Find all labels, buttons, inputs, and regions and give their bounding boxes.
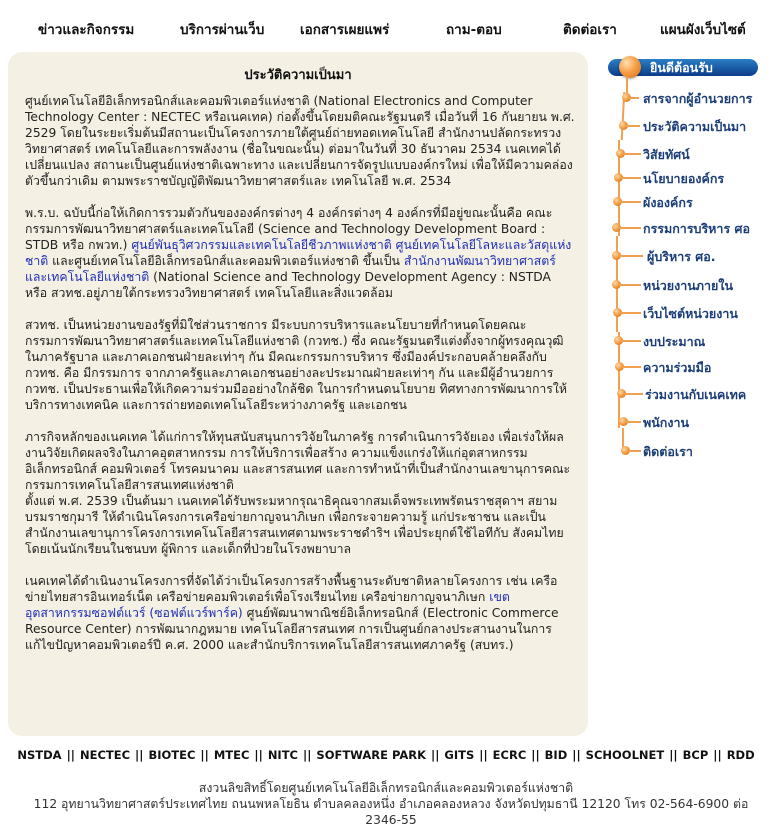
- sidebar-item-unit-websites[interactable]: เว็บไซต์หน่วยงาน: [643, 306, 738, 321]
- paragraph-projects-text-a: เนคเทคได้ดำเนินงานโครงการที่จัดได้ว่าเป็นโครงการสร้างพื้นฐานระดับชาติหลายโครงการ เช่น เครือข่ายไทยสารอินเทอร์เน็ต เครือข่ายคอมพิวเตอร์เพื่อโรงเรียนไทย เครือข่ายกาญจนาภิเษก: [25, 574, 558, 604]
- footer-link-bid[interactable]: BID: [544, 748, 568, 762]
- link-biotec-mtec[interactable]: ศูนย์พันธุวิศวกรรมและเทคโนโลยีชีวภาพแห่งชาติ ศูนย์เทคโนโลยีโลหะและวัสดุแห่งชาติ: [25, 238, 572, 268]
- sidebar-item-staff[interactable]: พนักงาน: [643, 415, 690, 430]
- sidebar-item-executive-board[interactable]: กรรมการบริหาร ศอ: [643, 221, 750, 236]
- bullet-tick: [619, 284, 641, 286]
- sidebar-menu: [605, 56, 772, 476]
- nav-news[interactable]: ข่าวและกิจกรรม: [38, 22, 135, 38]
- content-body: [8, 93, 588, 653]
- bullet-tick: [620, 201, 641, 203]
- footer-link-nstda[interactable]: NSTDA: [17, 748, 62, 762]
- footer-link-schoolnet[interactable]: SCHOOLNET: [585, 748, 665, 762]
- footer-link-nectec[interactable]: NECTEC: [79, 748, 131, 762]
- sidebar-item-executives[interactable]: ผู้บริหาร ศอ.: [647, 249, 716, 264]
- footer-separator: ||: [66, 748, 75, 762]
- footer-separator: ||: [479, 748, 488, 762]
- paragraph-royal: ตั้งแต่ พ.ศ. 2539 เป็นต้นมา เนคเทคได้รับพระมหากรุณาธิคุณจากสมเด็จพระเทพรัตนราชสุดาฯ สยามบรมราชกุมารี ให้ดำเนินโครงการเครือข่ายกาญจนาภิเษก เพื่อกระจายความรู้ แก่ประชาชน และเป็นสำนักงานเลขานุการโครงการเทคโนโลยีสารสนเทศตามพระราชดำริฯ เพื่อประยุกต์ใช้ไอทีกับ สังคมไทย โดยเน้นนักเรียนในชนบท ผู้พิการ และเด็กที่ป่วยในโรงพยาบาล: [25, 494, 564, 556]
- link-nstda[interactable]: สำนักงานพัฒนาวิทยาศาสตร์และเทคโนโลยีแห่งชาติ: [25, 254, 556, 284]
- footer-link-biotec[interactable]: BIOTEC: [148, 748, 196, 762]
- paragraph-act-text-a: พ.ร.บ. ฉบับนี้ก่อให้เกิดการรวมตัวกันขององค์กรต่างๆ 4 องค์กรต่างๆ 4 องค์กรที่มีอยู่ขณะนั้นคือ คณะกรรมการพัฒนาวิทยาศาสตร์และเทคโนโลยี (Science and Technology Development Board : STDB หรือ กพวท.): [25, 206, 553, 252]
- footer-separator: ||: [254, 748, 263, 762]
- sidebar-item-internal-units[interactable]: หน่วยงานภายใน: [643, 278, 734, 293]
- paragraph-history: ศูนย์เทคโนโลยีอิเล็กทรอนิกส์และคอมพิวเตอร์แห่งชาติ (National Electronics and Computer Technology Center : NECTEC หรือเนคเทค) ก่อตั้งขึ้นโดยมติคณะรัฐมนตรี เมื่อวันที่ 16 กันยายน พ.ศ. 2529 โดยในระยะเริ่มต้นมีสถานะเป็นโครงการภายใต้ศูนย์ถ่ายทอดเทคโนโลยี สำนักงานปลัดกระทรวงวิทยาศาสตร์ เทคโนโลยีและการพลังงาน (ชื่อในขณะนั้น) ต่อมาในวันที่ 30 ธันวาคม 2534 เนคเทคได้เปลี่ยนแปลง สถานะเป็นศูนย์แห่งชาติเฉพาะทาง และเปลี่ยนการจัดรูปแบบองค์กรใหม่ เพื่อให้มีความคล่องตัวขึ้นกว่าเดิม ตามพระราชบัญญัติพัฒนาวิทยาศาสตร์และ เทคโนโลยี พ.ศ. 2534: [25, 94, 575, 188]
- nav-publications[interactable]: เอกสารเผยแพร่: [300, 22, 390, 38]
- bullet-tick: [626, 421, 641, 423]
- footer-link-rdd[interactable]: RDD: [726, 748, 755, 762]
- address-text: 112 อุทยานวิทยาศาสตร์ประเทศไทย ถนนพหลโยธิน ตำบลคลองหนึ่ง อำเภอคลองหลวง จังหวัดปทุมธานี 12120 โทร 02-564-6900 ต่อ 2346-55: [33, 797, 749, 827]
- bullet-tick: [620, 312, 641, 314]
- paragraph-nstda: สวทช. เป็นหน่วยงานของรัฐที่มิใช่ส่วนราชการ มีระบบการบริหารและนโยบายที่กำหนดโดยคณะกรรมการพัฒนาวิทยาศาสตร์และเทคโนโลยีแห่งชาติ (กวทช.) ซึ่ง คณะรัฐมนตรีแต่งตั้งจากผู้ทรงคุณวุฒิในภาครัฐบาล และภาคเอกชนฝ่ายละเท่าๆ กัน มีคณะกรรมการบริหาร ซึ่งมีองค์ประกอบคล้ายคลึงกับ กวทช. คือ มีกรรมการ จากภาครัฐและภาคเอกชนอย่างละประมาณฝ่ายละเท่าๆ กัน และมีผู้อำนวยการ กวทช. เป็นประธานเพื่อให้เกิดความร่วมมืออย่างใกล้ชิด ในการกำหนดนโยบาย ทิศทางการพัฒนาการให้บริการทางเทคนิค และการถ่ายทอดเทคโนโลยีระหว่างภาครัฐ และเอกชน: [25, 318, 568, 412]
- sidebar-item-careers[interactable]: ร่วมงานกับเนคเทค: [645, 387, 747, 402]
- copyright-text: สงวนลิขสิทธิ์โดยศูนย์เทคโนโลยีอิเล็กทรอนิกส์และคอมพิวเตอร์แห่งชาติ: [198, 781, 574, 795]
- page-title: ประวัติความเป็นมา: [244, 68, 352, 83]
- bullet-tick: [619, 227, 641, 229]
- footer-separator: ||: [303, 748, 312, 762]
- menu-line-5: [618, 332, 620, 428]
- sidebar-item-history[interactable]: ประวัติความเป็นมา: [643, 119, 747, 134]
- footer-link-ecrc[interactable]: ECRC: [492, 748, 527, 762]
- paragraph-act-text-c: (National Science and Technology Development Agency : NSTDA หรือ สวทช.อยู่ภายใต้กระทรวงวิทยาศาสตร์ เทคโนโลยีและสิ่งแวดล้อม: [25, 270, 551, 300]
- link-software-park[interactable]: เขตอุตสาหกรรมซอฟต์แวร์ (ซอฟต์แวร์พาร์ค): [25, 590, 510, 620]
- bullet-tick: [619, 255, 643, 257]
- sidebar-item-director-message[interactable]: สารจากผู้อำนวยการ: [643, 91, 753, 106]
- bullet-tick: [621, 340, 641, 342]
- paragraph-act: [25, 205, 576, 301]
- sidebar-welcome: ยินดีต้อนรับ: [608, 59, 758, 76]
- paragraph-projects-text-b: ศูนย์พัฒนาพาณิชย์อิเล็กทรอนิกส์ (Electronic Commerce Resource Center) การพัฒนากฎหมาย เทคโนโลยีสารสนเทศ การเป็นศูนย์กลางประสานงานในการแก้ไขปัญหาคอมพิวเตอร์ปี ค.ศ. 2000 และสำนักบริการเทคโนโลยีสารสนเทศภาครัฐ (สบทร.): [25, 606, 559, 652]
- sidebar-item-org-chart[interactable]: ผังองค์กร: [643, 195, 693, 210]
- menu-line-1: [626, 78, 628, 94]
- footer-separator: ||: [531, 748, 540, 762]
- nav-faq[interactable]: ถาม-ตอบ: [446, 22, 502, 38]
- sidebar-item-policy[interactable]: นโยบายองค์กร: [643, 171, 725, 186]
- footer-link-nitc[interactable]: NITC: [267, 748, 298, 762]
- nav-contact[interactable]: ติดต่อเรา: [563, 22, 617, 38]
- sidebar-item-budget[interactable]: งบประมาณ: [643, 334, 706, 349]
- paragraph-projects: [25, 573, 576, 653]
- nav-web-services[interactable]: บริการผ่านเว็บ: [180, 22, 265, 38]
- footer-separator: ||: [572, 748, 581, 762]
- bullet-tick: [624, 393, 643, 395]
- footer-separator: ||: [135, 748, 144, 762]
- footer-separator: ||: [669, 748, 678, 762]
- sidebar-item-cooperation[interactable]: ความร่วมมือ: [643, 360, 712, 375]
- footer-links: [0, 748, 772, 762]
- footer-link-gits[interactable]: GITS: [444, 748, 475, 762]
- bullet-tick: [621, 177, 641, 179]
- footer-link-software-park[interactable]: SOFTWARE PARK: [316, 748, 426, 762]
- footer-separator: ||: [713, 748, 722, 762]
- paragraph-mission: ภารกิจหลักของเนคเทค ได้แก่การให้ทุนสนับสนุนการวิจัยในภาครัฐ การดำเนินการวิจัยเอง เพื่อเร่งให้ผลงานวิจัยเกิดผลจริงในภาคอุตสาหกรรม การให้บริการเพื่อสร้าง ความแข็งแกร่งให้แก่อุตสาหกรรมอิเล็กทรอนิกส์ คอมพิวเตอร์ โทรคมนาคม และสารสนเทศ และการทำหน้าที่เป็นสำนักงานเลขานุการคณะกรรมการเทคโนโลยีสารสนเทศแห่งชาติ: [25, 430, 571, 492]
- bullet-tick: [622, 366, 641, 368]
- sidebar-item-contact[interactable]: ติดต่อเรา: [643, 444, 693, 459]
- paragraph-act-text-b: และศูนย์เทคโนโลยีอิเล็กทรอนิกส์และคอมพิวเตอร์แห่งชาติ ขึ้นเป็น: [48, 254, 404, 268]
- top-navigation: [0, 12, 772, 48]
- bullet-tick: [629, 97, 639, 99]
- content-panel: [8, 52, 588, 736]
- footer-link-bcp[interactable]: BCP: [682, 748, 709, 762]
- nav-sitemap[interactable]: แผนผังเว็บไซต์: [660, 22, 746, 38]
- sidebar-item-vision[interactable]: วิสัยทัศน์: [643, 147, 690, 162]
- bullet-tick: [626, 125, 640, 127]
- orange-ball-icon: [619, 56, 641, 78]
- footer-separator: ||: [431, 748, 440, 762]
- footer-link-mtec[interactable]: MTEC: [213, 748, 250, 762]
- footer-separator: ||: [200, 748, 209, 762]
- bullet-tick: [623, 153, 641, 155]
- bullet-tick: [628, 450, 641, 452]
